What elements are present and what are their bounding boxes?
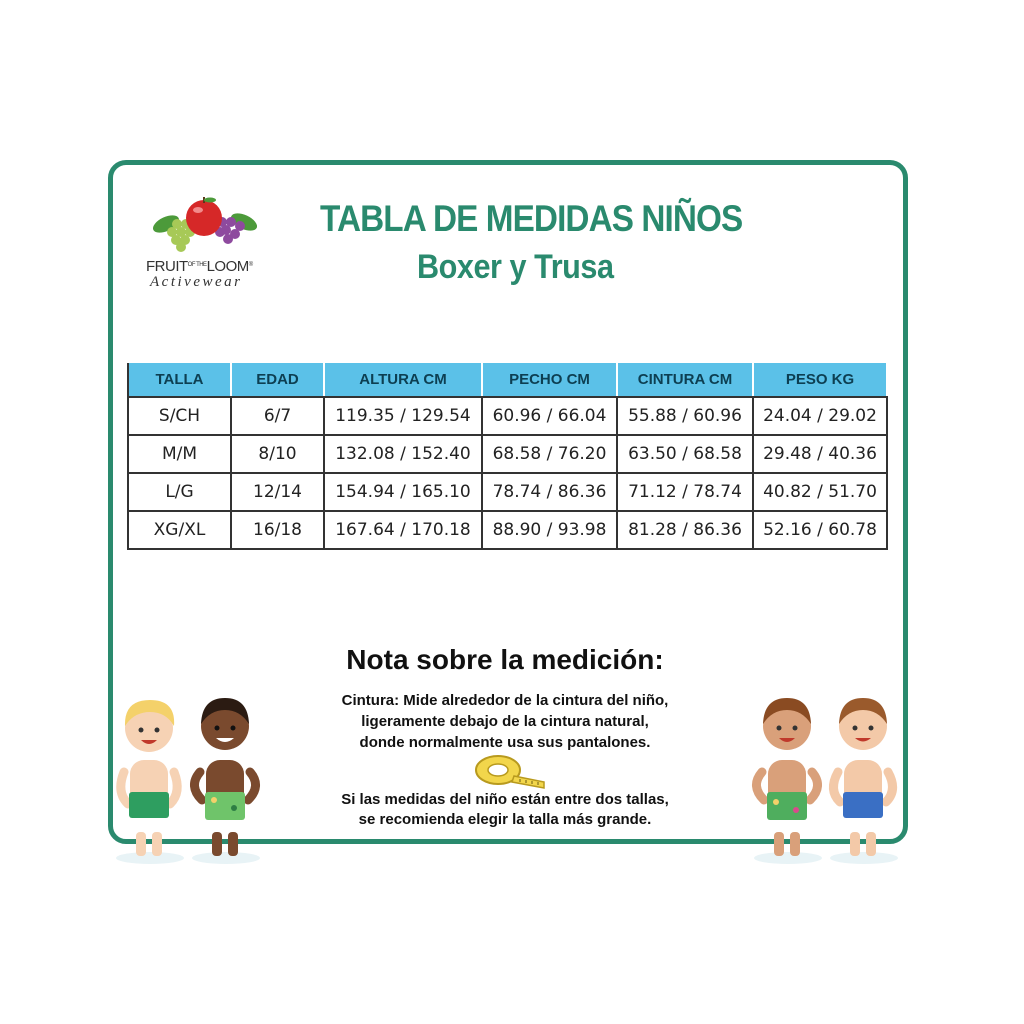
brand-name: $FRUIT^{OF THE}LOOM®$ <box>146 258 253 275</box>
table-cell: 78.74 / 86.36 <box>482 473 617 511</box>
page-subtitle: Boxer y Trusa <box>417 248 614 286</box>
table-cell: S/CH <box>128 397 231 435</box>
table-row <box>128 435 887 473</box>
table-cell: 167.64 / 170.18 <box>324 511 482 549</box>
table-cell: 132.08 / 152.40 <box>324 435 482 473</box>
note-line: Cintura: Mide alrededor de la cintura del niño, <box>341 692 669 709</box>
kid-illustration-icon <box>748 682 908 867</box>
note-line: Si las medidas del niño están entre dos tallas, <box>341 791 669 808</box>
kid-illustration-icon <box>110 682 270 867</box>
column-header: PESO KG <box>753 362 887 397</box>
table-header-row <box>128 362 887 397</box>
column-header: TALLA <box>128 362 231 397</box>
column-header: PECHO CM <box>482 362 617 397</box>
column-header: ALTURA CM <box>324 362 482 397</box>
table-cell: 40.82 / 51.70 <box>753 473 887 511</box>
size-table <box>127 361 888 550</box>
note-line: se recomienda elegir la talla más grande. <box>358 811 652 828</box>
table-cell: XG/XL <box>128 511 231 549</box>
table-cell: 52.16 / 60.78 <box>753 511 887 549</box>
fruit-logo-icon <box>150 196 260 256</box>
table-cell: 29.48 / 40.36 <box>753 435 887 473</box>
table-cell: 81.28 / 86.36 <box>617 511 753 549</box>
table-cell: 88.90 / 93.98 <box>482 511 617 549</box>
table-cell: M/M <box>128 435 231 473</box>
table-cell: 63.50 / 68.58 <box>617 435 753 473</box>
table-cell: 55.88 / 60.96 <box>617 397 753 435</box>
table-cell: 119.35 / 129.54 <box>324 397 482 435</box>
table-cell: 16/18 <box>231 511 324 549</box>
table-cell: 68.58 / 76.20 <box>482 435 617 473</box>
table-row <box>128 511 887 549</box>
table-cell: 6/7 <box>231 397 324 435</box>
table-cell: L/G <box>128 473 231 511</box>
table-cell: 154.94 / 165.10 <box>324 473 482 511</box>
note-line: ligeramente debajo de la cintura natural, <box>361 713 649 730</box>
table-cell: 60.96 / 66.04 <box>482 397 617 435</box>
table-cell: 12/14 <box>231 473 324 511</box>
column-header: EDAD <box>231 362 324 397</box>
table-cell: 8/10 <box>231 435 324 473</box>
table-cell: 24.04 / 29.02 <box>753 397 887 435</box>
table-row <box>128 397 887 435</box>
measuring-tape-icon <box>474 752 546 790</box>
note-title: Nota sobre la medición: <box>346 644 664 675</box>
column-header: CINTURA CM <box>617 362 753 397</box>
table-row <box>128 473 887 511</box>
page-title: TABLA DE MEDIDAS NIÑOS <box>320 198 743 239</box>
brand-logo <box>142 196 282 296</box>
note-line: donde normalmente usa sus pantalones. <box>359 734 651 751</box>
table-cell: 71.12 / 78.74 <box>617 473 753 511</box>
brand-tagline: Activewear <box>150 274 243 290</box>
